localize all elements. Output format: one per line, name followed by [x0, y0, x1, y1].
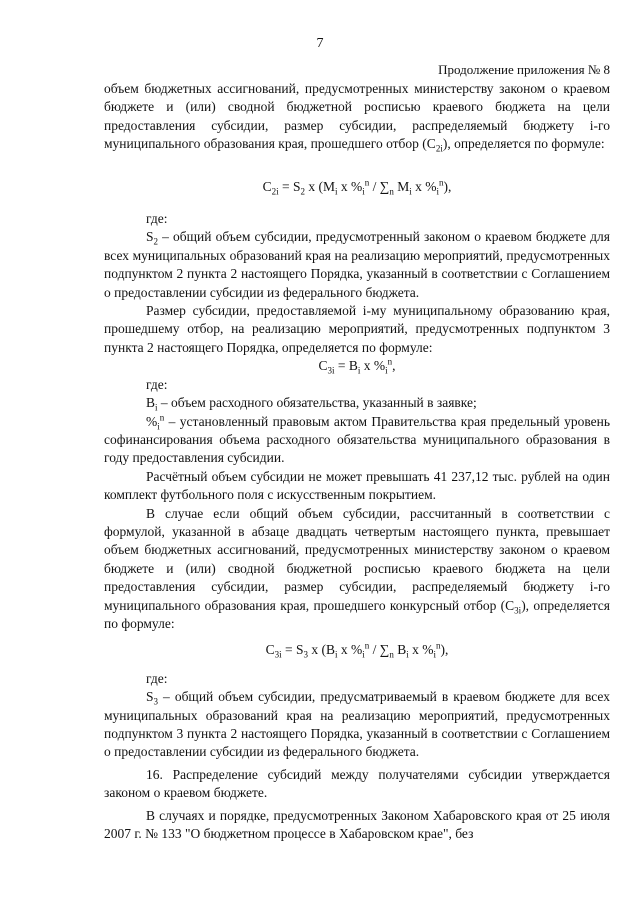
- definition-s2: $S_2$ – общий объем субсидии, предусмотренный законом о краевом бюджете для всех муниципальных образований края на реализацию мероприятий, предусмотренных подпунктом 2 пункта 2 настоящего Порядка, указанный в соответствии с Соглашением о предоставлении субсидии из федерального бюджета.: [104, 229, 610, 300]
- formula-c3i: $C_{3i} = S_3$ x ($B_i$ x $\%_i^n / \sum_n$ $B_i$ x $\%_i^n$),: [265, 640, 449, 661]
- formula-c2i: $C_{2i} = S_2$ x ($M_i$ x $\%_i^n / \sum_n$ $M_i$ x $\%_i^n$),: [262, 177, 452, 197]
- where-label-1: где:: [146, 211, 168, 227]
- paragraph-case-exceeds: В случае если общий объем субсидии, рассчитанный в соответствии с формулой, указанной в абзаце двадцать четвертым настоящего пункта, превышает объем бюджетных ассигнований, предусмотренных министерству законом о краевом бюджете и (или) сводной бюджетной росписью краевого бюджета на цели предоставления субсидии, размер субсидии, распределяемый бюджету i-го муниципального образования края, прошедшего конкурсный отбор $(C_{3i})$, определяется по формуле:: [104, 505, 610, 631]
- where-label-2: где:: [146, 376, 168, 392]
- page-number: 7: [316, 36, 324, 51]
- paragraph-last: В случаях и порядке, предусмотренных Законом Хабаровского края от 25 июля 2007 г. № 133 "О бюджетном процессе в Хабаровском крае", без: [104, 807, 610, 842]
- document-body: [104, 80, 610, 843]
- paragraph-budget-allocations: объем бюджетных ассигнований, предусмотренных министерству законом о краевом бюджете и (или) сводной бюджетной росписью краевого бюджета на цели предоставления субсидии, размер субсидии, распределяемый бюджету i-го муниципального образования края, прошедшего отбор $(C_{2i})$, определяется по формуле:: [104, 81, 610, 154]
- definition-s3: $S_3$ – общий объем субсидии, предусматриваемый в краевом бюджете для всех муниципальных образований края на реализацию мероприятий, предусмотренных подпунктом 3 пункта 2 настоящего Порядка, указанный в соответствии с Соглашением о предоставлении субсидии из федерального бюджета.: [104, 689, 610, 760]
- definition-percent: $\%_i^n$ – установленный правовым актом Правительства края предельный уровень софинансирования объема расходного обязательства муниципального образования в году предоставления субсидии.: [104, 412, 610, 466]
- formula-c3i-simple: $C_{3i} = B_i$ x $\%_i^n$,: [318, 356, 396, 376]
- where-label-3: где:: [146, 670, 168, 686]
- definition-bi: $B_i$ – объем расходного обязательства, указанный в заявке;: [146, 395, 477, 413]
- paragraph-max-calc: Расчётный объем субсидии не может превышать 41 237,12 тыс. рублей на один комплект футбольного поля с искусственным покрытием.: [104, 468, 610, 503]
- paragraph-16: 16. Распределение субсидий между получателями субсидии утверждается законом о краевом бюджете.: [104, 766, 610, 801]
- appendix-continuation: Продолжение приложения № 8: [438, 62, 610, 77]
- paragraph-subsidy-size: Размер субсидии, предоставляемой i-му муниципальному образованию края, прошедшему отбор, на реализацию мероприятий, предусмотренных подпунктом 3 пункта 2 настоящего Порядка, определяется по формуле:: [104, 303, 610, 355]
